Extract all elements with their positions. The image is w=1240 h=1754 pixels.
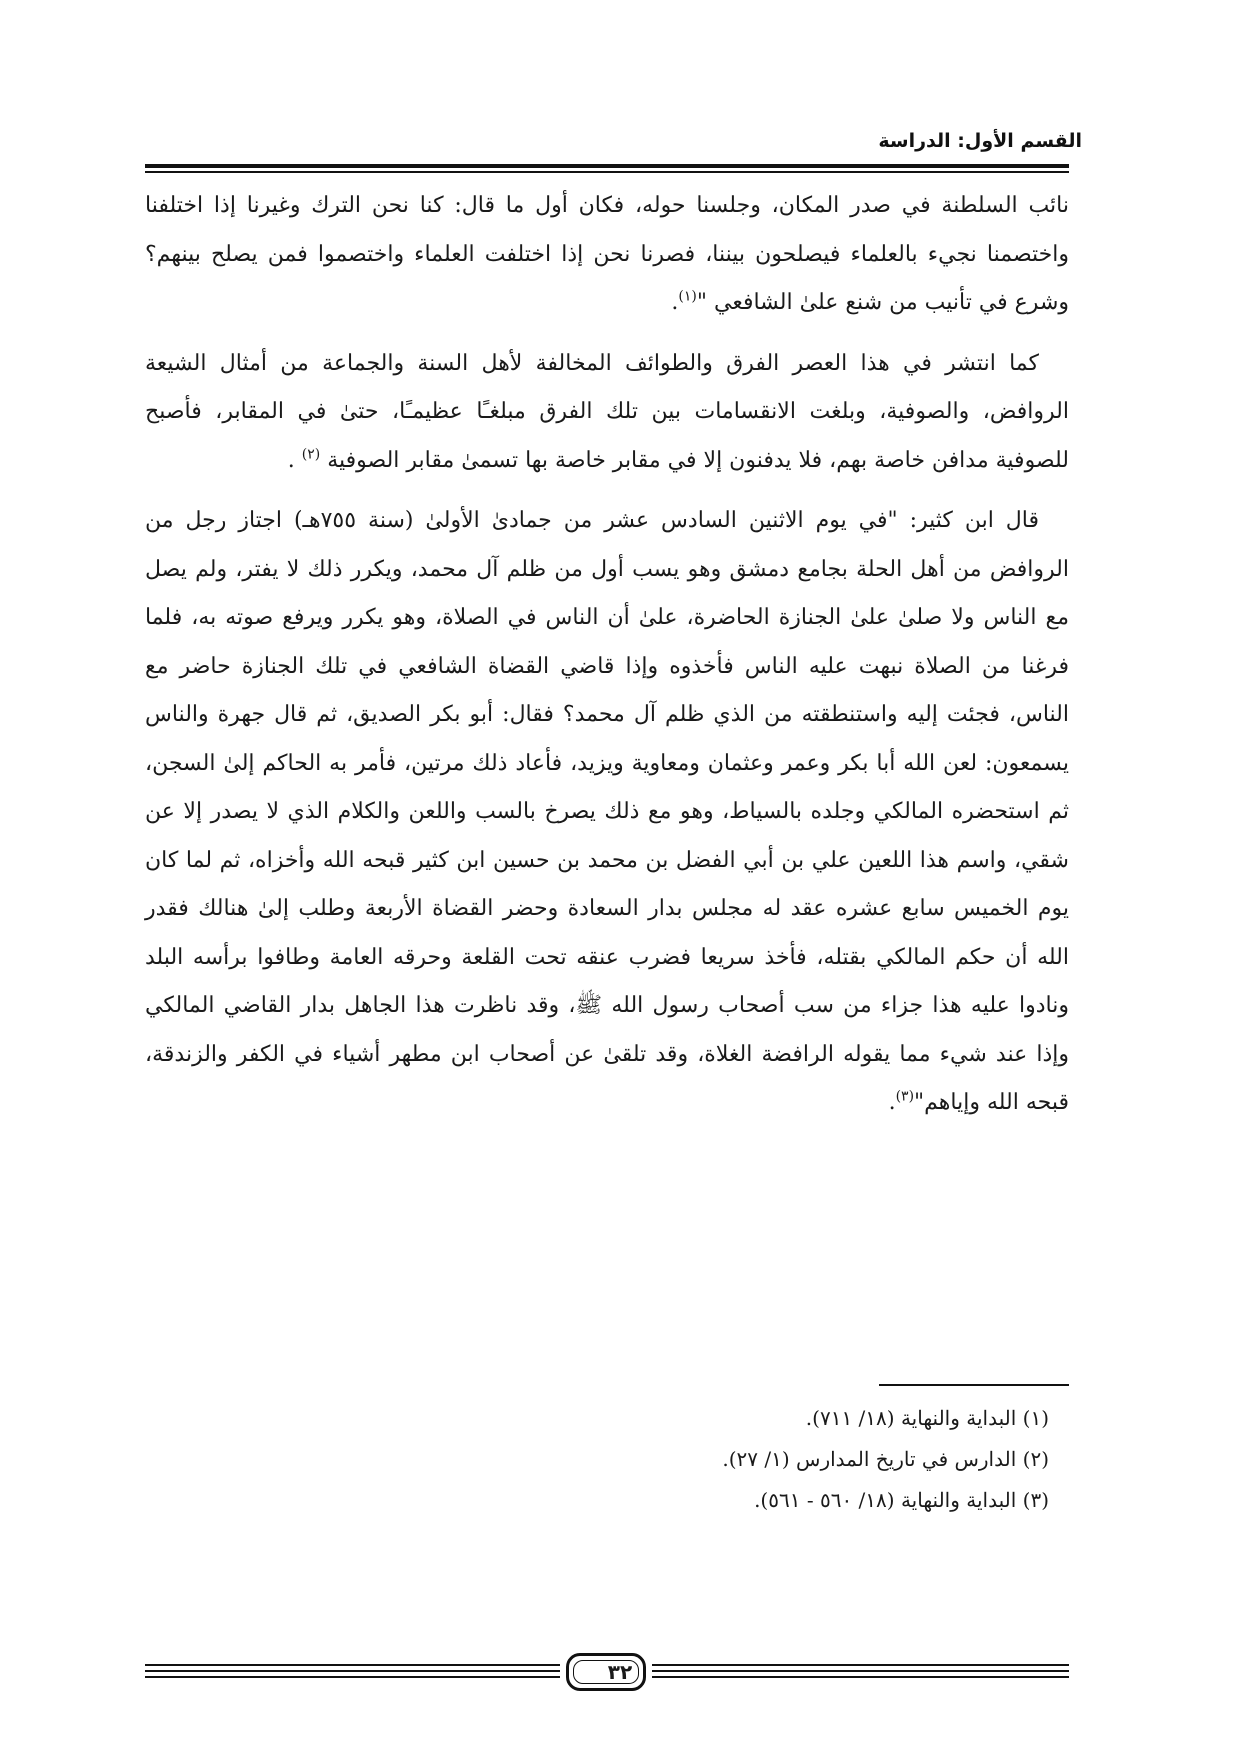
page-number: ٣٢ bbox=[607, 1660, 633, 1684]
paragraph-2-end: . bbox=[287, 447, 302, 473]
paragraph-1-text: نائب السلطنة في صدر المكان، وجلسنا حوله، فكان أول ما قال: كنا نحن الترك وغيرنا إذا اختلفنا واختصمنا نجيء بالعلماء فيصلحون بيننا، فصرنا نحن إذا اختلفت العلماء واختصموا فمن يصلح بينهم؟ وشرع في تأنيب من شنع علىٰ الشافعي " bbox=[145, 193, 1069, 315]
footnote-2: (٢) الدارس في تاريخ المدارس (١/ ٢٧). bbox=[722, 1447, 1049, 1471]
paragraph-2 bbox=[145, 340, 1069, 486]
paragraph-1-end: . bbox=[671, 290, 679, 315]
paragraph-3-text: قال ابن كثير: "في يوم الاثنين السادس عشر من جمادىٰ الأولىٰ (سنة ٧٥٥هـ) اجتاز رجل من الروافض من أهل الحلة بجامع دمشق وهو يسب أول من ظلم آل محمد، ويكرر ذلك لا يفتر، ولم يصل مع الناس ولا صلىٰ علىٰ الجنازة الحاضرة، علىٰ أن الناس في الصلاة، وهو يكرر ويرفع صوته به، فلما فرغنا من الصلاة نبهت عليه الناس فأخذوه وإذا قاضي القضاة الشافعي في تلك الجنازة حاضر مع الناس، فجئت إليه واستنطقته من الذي ظلم آل محمد؟ فقال: أبو بكر الصديق، ثم قال جهرة والناس يسمعون: لعن الله أبا بكر وعمر وعثمان ومعاوية ويزيد، فأعاد ذلك مرتين، فأمر به الحاكم إلىٰ السجن، ثم استحضره المالكي وجلده بالسياط، وهو مع ذلك يصرخ بالسب واللعن والكلام الذي لا يصدر إلا عن شقي، واسم هذا اللعين علي بن أبي الفضل بن محمد بن حسين ابن كثير قبحه الله وأخزاه، ثم لما كان يوم الخميس سابع عشره عقد له مجلس بدار السعادة وحضر القضاة الأربعة وطلب إلىٰ هنالك فقدر الله أن حكم المالكي بقتله، فأخذ سريعا فضرب عنقه تحت القلعة وحرقه العامة وطافوا برأسه البلد ونادوا عليه هذا جزاء من سب أصحاب رسول الله ﷺ، وقد ناظرت هذا الجاهل بدار القاضي المالكي وإذا عند شيء مما يقوله الرافضة الغلاة، وقد تلقىٰ عن أصحاب ابن مطهر أشياء في الكفر والزندقة، قبحه الله وإياهم" bbox=[145, 508, 1069, 1115]
footnote-separator bbox=[879, 1384, 1069, 1386]
header-rule-thin bbox=[145, 171, 1069, 173]
paragraph-1 bbox=[145, 182, 1069, 328]
footnote-ref-2[interactable]: (٢) bbox=[301, 446, 321, 463]
footnotes bbox=[145, 1398, 1069, 1521]
footnote-1: (١) البداية والنهاية (١٨/ ٧١١). bbox=[805, 1406, 1049, 1430]
body-text bbox=[145, 182, 1069, 1140]
paragraph-3-end: . bbox=[888, 1090, 896, 1115]
paragraph-2-text: كما انتشر في هذا العصر الفرق والطوائف المخالفة لأهل السنة والجماعة من أمثال الشيعة الروافض، والصوفية، وبلغت الانقسامات بين تلك الفرق مبلغـًا عظيمـًا، حتىٰ في المقابر، فأصبح للصوفية مدافن خاصة بهم، فلا يدفنون إلا في مقابر خاصة بها تسمىٰ مقابر الصوفية bbox=[145, 350, 1069, 473]
footnote-ref-3[interactable]: (٣) bbox=[895, 1088, 915, 1105]
header-rule-thick bbox=[145, 164, 1069, 168]
footnote-3: (٣) البداية والنهاية (١٨/ ٥٦٠ - ٥٦١). bbox=[754, 1488, 1049, 1512]
paragraph-3 bbox=[145, 497, 1069, 1128]
running-header: القسم الأول: الدراسة bbox=[878, 130, 1082, 152]
footnote-ref-1[interactable]: (١) bbox=[678, 288, 697, 305]
